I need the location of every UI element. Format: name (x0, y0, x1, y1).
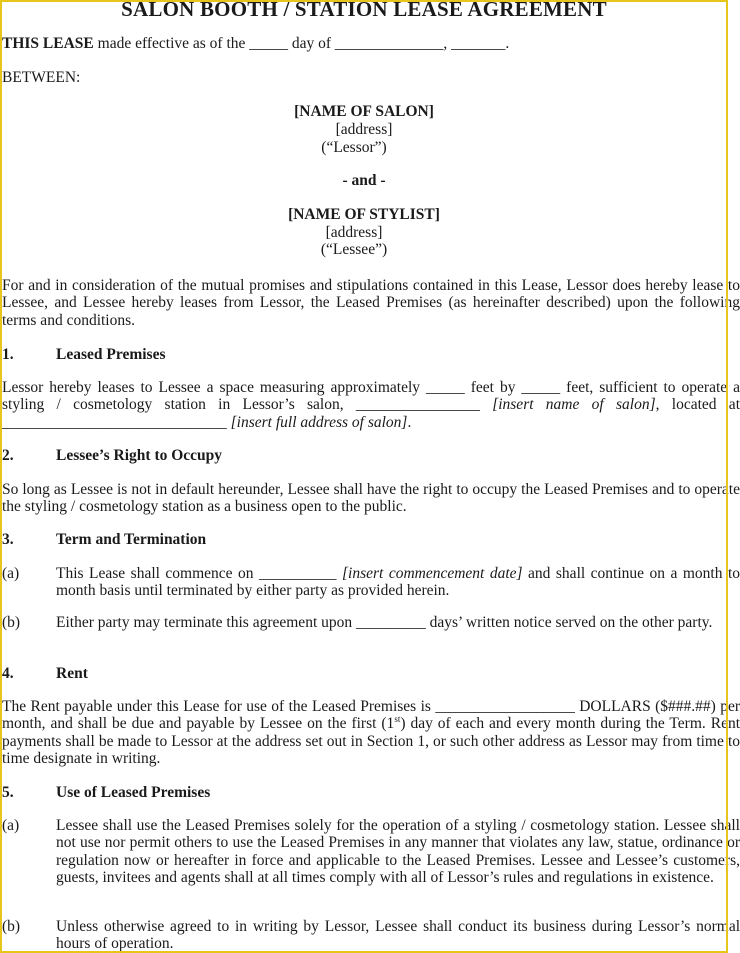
section-2-paragraph: So long as Lessee is not in default hereunder, Lessee shall have the right to occupy the Leased Premises and to operate the styling / cosmetology station as a business open to the public. (2, 481, 740, 516)
section-5a-text: Lessee shall use the Leased Premises solely for the operation of a styling / cosmetology station. Lessee shall not use nor permit others to use the Leased Premises in any manner that violates any law, statue, ordinance or regulation now or hereafter in force and applicable to the Leased Premises. Lessee and Lessee’s customers, guests, invitees and agents shall at all times comply with all of Lessor’s rules and regulations in existence. (56, 817, 740, 886)
section-number: 1. (2, 346, 14, 363)
section-3a-part-2: and shall continue on a month to month basis until terminated by either party as provided herein. (56, 565, 740, 600)
lessee-address: [address] (325, 224, 383, 241)
lessor-address: [address] (335, 121, 393, 138)
intro-lead: THIS LEASE (2, 35, 94, 52)
commencement-date-placeholder: [insert commencement date] (342, 565, 523, 582)
section-title: Rent (56, 665, 88, 682)
rent-text-2: ) day of each and every month during the Term. Rent payments shall be made to Lessor at the address set out in Section 1, or such other address as Lessor may from time to time designate in writing. (2, 715, 740, 767)
section-number: 3. (2, 531, 14, 548)
lessee-name: [NAME OF STYLIST] (288, 206, 440, 223)
section-number: 5. (2, 784, 14, 801)
section-3-heading (2, 531, 206, 548)
section-1-paragraph (2, 379, 740, 431)
section-3a-part-1: This Lease shall commence on __________ (56, 565, 342, 582)
section-3b-text: Either party may terminate this agreement upon _________ days’ written notice served on the other party. (56, 614, 713, 631)
section-title: Use of Leased Premises (56, 784, 211, 801)
between-label: BETWEEN: (2, 69, 81, 86)
section-1-text: Lessor hereby leases to Lessee a space measuring approximately _____ feet by _____ feet, sufficient to operate a styling / cosmetology station in Lessor’s salon, ________________ (2, 379, 740, 414)
intro-rest: made effective as of the _____ day of ______________, _______. (93, 35, 510, 52)
lessor-role: (“Lessor”) (321, 139, 387, 156)
section-3a-text (56, 565, 740, 600)
section-title: Lessee’s Right to Occupy (56, 447, 223, 464)
section-title: Term and Termination (56, 531, 207, 548)
item-label: (a) (2, 565, 20, 582)
intro-line (2, 35, 509, 52)
ordinal-suffix: st (394, 714, 401, 725)
salon-name-placeholder: [insert name of salon] (492, 396, 656, 414)
section-2-heading (2, 447, 222, 464)
section-5-heading (2, 784, 210, 801)
rent-text-1: The Rent payable under this Lease for use of the Leased Premises is __________________ DOLLARS ($###.##) per month, and shall be due and payable by Lessee on the first (1 (2, 698, 740, 733)
item-label: (a) (2, 817, 20, 834)
item-label: (b) (2, 614, 21, 631)
section-5b-text: Unless otherwise agreed to in writing by Lessor, Lessee shall conduct its business during Lessor’s normal hours of operation. (56, 918, 740, 953)
section-title: Leased Premises (56, 346, 166, 363)
section-4-heading (2, 665, 88, 682)
and-separator: - and - (342, 172, 386, 189)
lessor-name: [NAME OF SALON] (294, 103, 434, 120)
section-1-text-3: . (407, 413, 412, 431)
salon-address-placeholder: [insert full address of salon] (230, 413, 408, 431)
section-4-paragraph (2, 698, 740, 767)
section-1-text-2: , located at _____________________________ (2, 396, 740, 431)
section-1-heading (2, 346, 165, 363)
section-number: 4. (2, 665, 14, 682)
document-title: SALON BOOTH / STATION LEASE AGREEMENT (121, 0, 607, 21)
recital-paragraph: For and in consideration of the mutual promises and stipulations contained in this Lease, Lessor does hereby lease to Lessee, and Lessee hereby leases from Lessor, the Leased Premises (as hereinafter described) upon the following terms and conditions. (2, 277, 740, 329)
section-number: 2. (2, 447, 14, 464)
lessee-role: (“Lessee”) (320, 241, 388, 258)
item-label: (b) (2, 918, 21, 935)
